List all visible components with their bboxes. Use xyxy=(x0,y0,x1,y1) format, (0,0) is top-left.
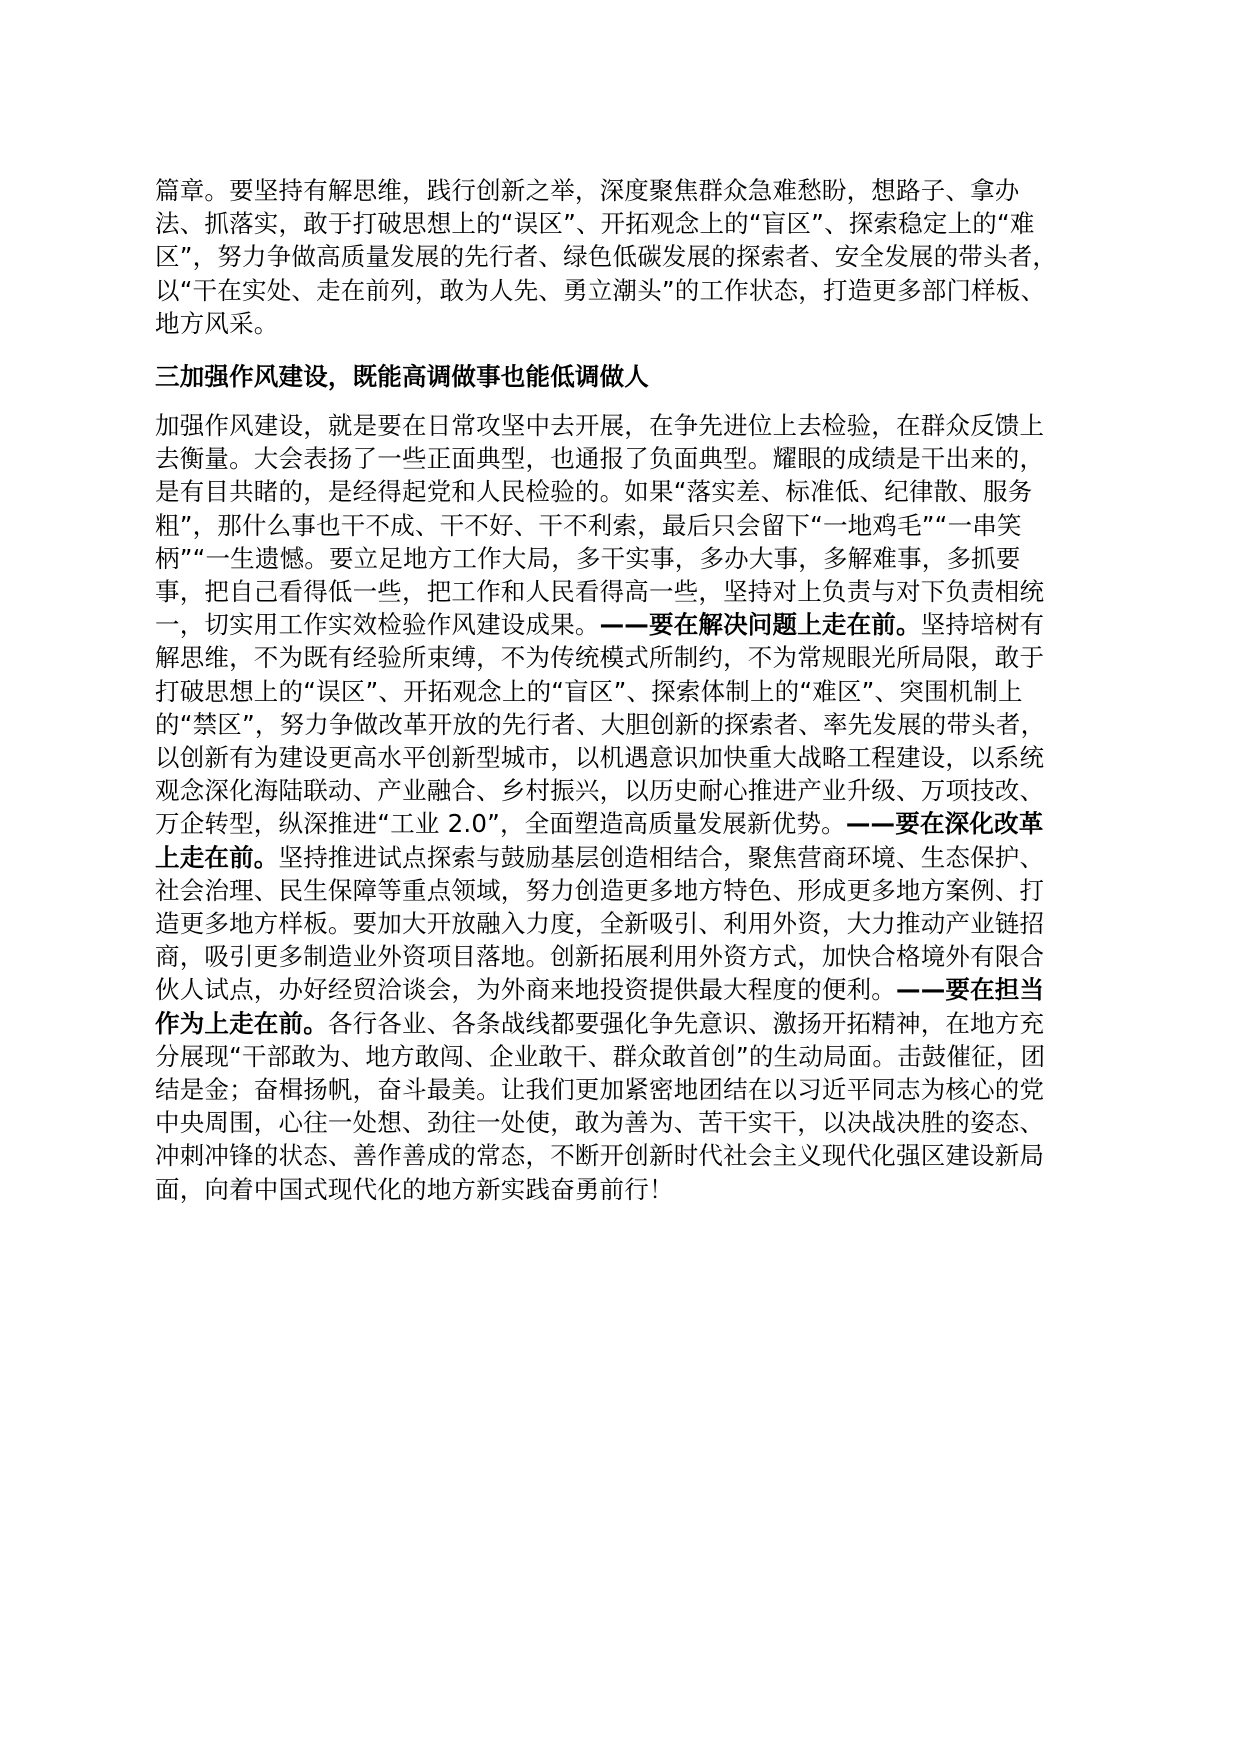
paragraph-text: 坚持培树有解思维，不为既有经验所束缚，不为传统模式所制约，不为常规眼光所局限，敢于打破思想上的“误区”、开拓观念上的“盲区”、探索体制上的“难区”、突围机制上的“禁区”，努力争做改革开放的先行者、大胆创新的探索者、率先发展的带头者，以创新有为建设更高水平创新型城市，以机遇意识加快重大战略工程建设，以系统观念深化海陆联动、产业融合、乡村振兴，以历史耐心推进产业升级、万项技改、万企转型，纵深推进“工业 2.0”，全面塑造高质量发展新优势。 xyxy=(155,610,1046,839)
bold-point-1: ——要在解决问题上走在前。 xyxy=(599,610,921,640)
paragraph-text: 坚持推进试点探索与鼓励基层创造相结合，聚焦营商环境、生态保护、社会治理、民生保障等重点领域，努力创造更多地方特色、形成更多地方案例、打造更多地方样板。要加大开放融入力度，全新吸引、利用外资，大力推动产业链招商，吸引更多制造业外资项目落地。创新拓展利用外资方式，加快合格境外有限合伙人试点，办好经贸洽谈会，为外商来地投资提供最大程度的便利。 xyxy=(155,842,1045,1005)
bold-point-2: ——要在深化改革上走在前。 xyxy=(155,809,1044,872)
paragraph-intro: 篇章。要坚持有解思维，践行创新之举，深度聚焦群众急难愁盼，想路子、拿办法、抓落实，敢于打破思想上的“误区”、开拓观念上的“盲区”、探索稳定上的“难区”，努力争做高质量发展的先行者、绿色低碳发展的探索者、安全发展的带头者，以“干在实处、走在前列，敢为人先、勇立潮头”的工作状态，打造更多部门样板、地方风采。 xyxy=(155,176,1058,338)
section-heading: 三加强作风建设，既能高调做事也能低调做人 xyxy=(155,362,649,392)
bold-point-3: ——要在担当作为上走在前。 xyxy=(155,975,1045,1038)
paragraph-main xyxy=(155,409,1065,1206)
paragraph-text: 加强作风建设，就是要在日常攻坚中去开展，在争先进位上去检验，在群众反馈上去衡量。大会表扬了一些正面典型，也通报了负面典型。耀眼的成绩是干出来的，是有目共睹的，是经得起党和人民检验的。如果“落实差、标准低、纪律散、服务粗”，那什么事也干不成、干不好、干不利索，最后只会留下“一地鸡毛”“一串笑柄”“一生遗憾。要立足地方工作大局，多干实事，多办大事，多解难事，多抓要事，把自己看得低一些，把工作和人民看得高一些，坚持对上负责与对下负责相统一，切实用工作实效检验作风建设成果。 xyxy=(155,411,1045,640)
document-page xyxy=(155,174,1065,1206)
paragraph-text: 各行各业、各条战线都要强化争先意识、激扬开拓精神，在地方充分展现“干部敢为、地方敢闯、企业敢干、群众敢首创”的生动局面。击鼓催征，团结是金；奋楫扬帆，奋斗最美。让我们更加紧密地团结在以习近平同志为核心的党中央周围，心往一处想、劲往一处使，敢为善为、苦干实干，以决战决胜的姿态、冲刺冲锋的状态、善作善成的常态，不断开创新时代社会主义现代化强区建设新局面，向着中国式现代化的地方新实践奋勇前行！ xyxy=(155,1008,1046,1204)
